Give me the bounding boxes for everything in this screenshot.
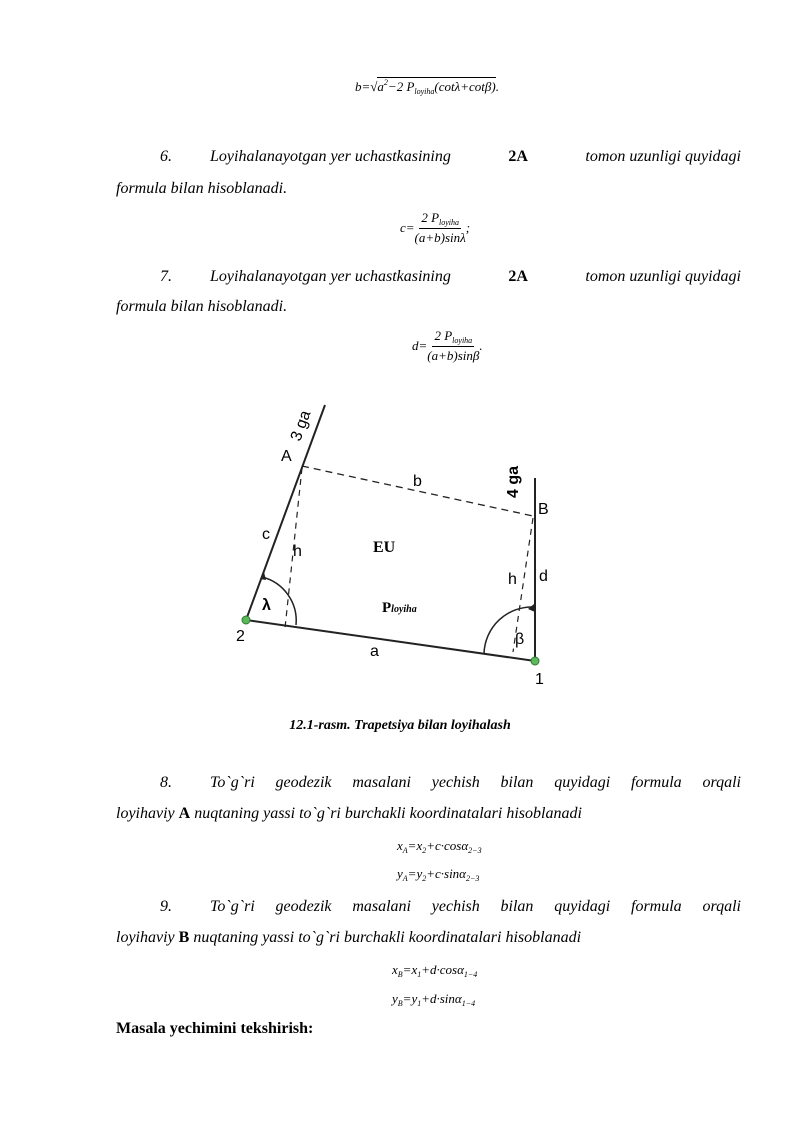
point-1-marker bbox=[531, 657, 539, 665]
p6-line2: formula bilan hisoblanadi. bbox=[116, 180, 288, 197]
label-point-2: 2 bbox=[236, 628, 245, 645]
beta-arrow-icon bbox=[528, 604, 535, 612]
label-4ga: 4 ga bbox=[505, 465, 522, 498]
p6-number: 6. bbox=[160, 148, 172, 165]
label-b: b bbox=[413, 473, 422, 490]
p9-number: 9. bbox=[160, 898, 172, 915]
label-a: a bbox=[370, 643, 379, 660]
formula-xA: $x_A=x_2+c\cdot\cos\alpha_{2-3}$ bbox=[397, 838, 482, 855]
section-heading: Masala yechimini tekshirish: bbox=[116, 1020, 314, 1037]
p9-line1: To`g`ri geodezik masalani yechish bilan quyidagi formula orqali bbox=[210, 898, 741, 915]
figure-caption: 12.1-rasm. Trapetsiya bilan loyihalash bbox=[289, 718, 511, 733]
p8-line2: loyihaviy A nuqtaning yassi to`g`ri burchakli koordinatalari hisoblanadi bbox=[116, 805, 582, 822]
formula-yB: $y_B=y_1+d\cdot\sin\alpha_{1-4}$ bbox=[392, 991, 476, 1008]
point-2-marker bbox=[242, 616, 250, 624]
label-B: B bbox=[538, 501, 549, 518]
formula-yA: $y_A=y_2+c\cdot\sin\alpha_{2-3}$ bbox=[397, 866, 480, 883]
beta-arc bbox=[484, 607, 534, 654]
label-EU: EU bbox=[373, 539, 396, 556]
label-lambda: λ bbox=[262, 597, 271, 614]
p8-line1: To`g`ri geodezik masalani yechish bilan quyidagi formula orqali bbox=[210, 774, 741, 791]
label-P-loyiha: Ployiha bbox=[382, 600, 417, 616]
label-point-1: 1 bbox=[535, 671, 544, 688]
p6-line1: Loyihalanayotgan yer uchastkasining 2A tomon uzunligi quyidagi bbox=[210, 148, 741, 165]
label-3ga: 3 ga bbox=[287, 408, 315, 444]
p8-number: 8. bbox=[160, 774, 172, 791]
p9-line2: loyihaviy B nuqtaning yassi to`g`ri burchakli koordinatalari hisoblanadi bbox=[116, 929, 582, 946]
p7-number: 7. bbox=[160, 268, 172, 285]
label-h-left: h bbox=[293, 543, 302, 560]
label-h-right: h bbox=[508, 571, 517, 588]
label-A: A bbox=[281, 448, 292, 465]
p7-line1: Loyihalanayotgan yer uchastkasining 2A tomon uzunligi quyidagi bbox=[210, 268, 741, 285]
p7-line2: formula bilan hisoblanadi. bbox=[116, 298, 288, 315]
label-beta: β bbox=[515, 631, 525, 648]
label-d: d bbox=[539, 568, 548, 585]
label-c: c bbox=[262, 526, 270, 543]
formula-b: $b=√a^2-2$ $P_{loyiha}(\cot\lambda+\cot\beta)$. bbox=[355, 78, 499, 96]
side-c-line bbox=[246, 405, 325, 620]
formula-xB: $x_B=x_1+d\cdot\cos\alpha_{1-4}$ bbox=[392, 962, 478, 979]
formula-c: c= $\frac{2 P_{loyiha}}{(a+b)\sin\lambda}$ ; bbox=[400, 210, 471, 245]
side-a-line bbox=[246, 620, 535, 661]
formula-d: d= $\frac{2 P_{loyiha}}{(a+b)\sin\beta}$ . bbox=[412, 328, 483, 363]
